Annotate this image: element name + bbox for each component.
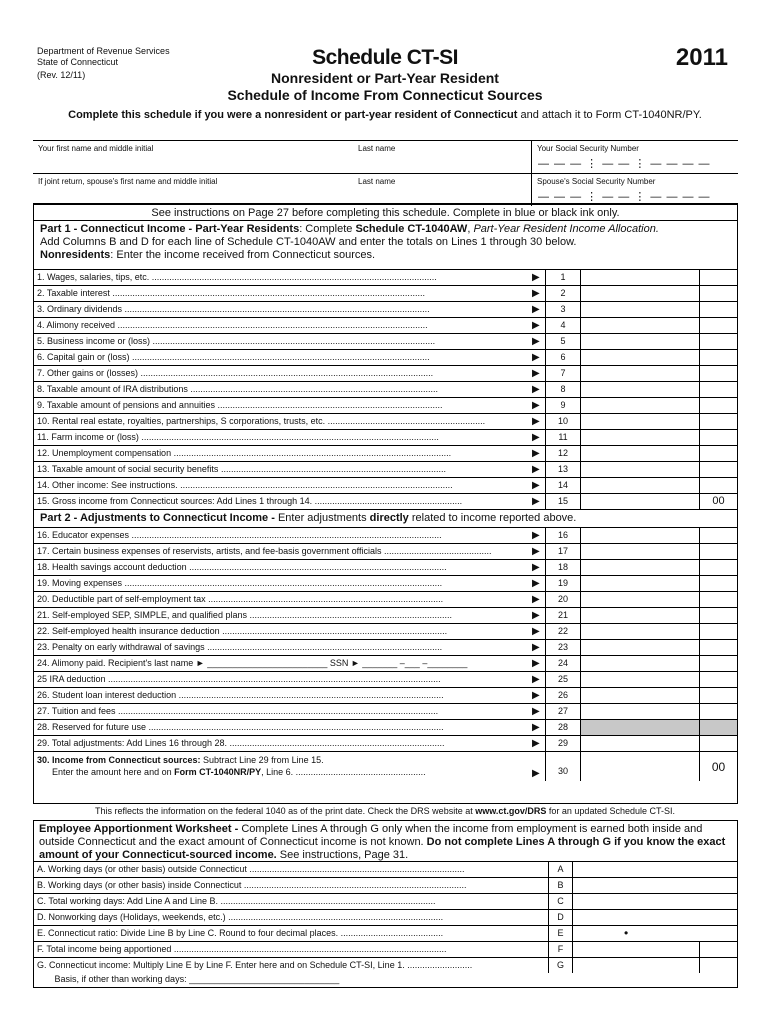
worksheet-bold: Do not complete Lines A through G if you know the exact amount of your Connecticut-sourced income. <box>39 836 726 861</box>
line-label: 16. Educator expenses ............................................................................................................................ <box>37 530 442 540</box>
worksheet-amount-field[interactable] <box>573 926 699 941</box>
amount-field[interactable] <box>581 656 699 671</box>
line-label: 6. Capital gain or (loss) ....................................................................................................................... <box>37 352 430 362</box>
arrow-icon: ▶ <box>532 642 540 653</box>
part2-directly: directly <box>369 512 409 524</box>
line-number: 3 <box>545 302 581 317</box>
form-instruction <box>0 109 770 121</box>
cents-field[interactable] <box>699 430 737 445</box>
line-row <box>34 365 737 381</box>
line-label: 13. Taxable amount of social security benefits .......................................................................................... <box>37 464 446 474</box>
amount-field[interactable] <box>581 414 699 429</box>
worksheet-amount-field[interactable] <box>573 862 699 877</box>
amount-field[interactable] <box>581 704 699 719</box>
arrow-icon: ▶ <box>532 658 540 669</box>
line-30-text: Subtract Line 29 from Line 15. <box>200 755 324 765</box>
cents-field[interactable] <box>699 318 737 333</box>
line-number: 20 <box>545 592 581 607</box>
amount-field[interactable] <box>581 672 699 687</box>
line-number: 29 <box>545 736 581 751</box>
amount-field[interactable] <box>581 544 699 559</box>
arrow-icon: ▶ <box>532 272 540 283</box>
ssn-label: Your Social Security Number <box>537 144 639 153</box>
line-number: 7 <box>545 366 581 381</box>
cents-field[interactable] <box>699 366 737 381</box>
arrow-icon: ▶ <box>532 722 540 733</box>
arrow-icon: ▶ <box>532 432 540 443</box>
cents-field[interactable] <box>699 704 737 719</box>
line-number: 19 <box>545 576 581 591</box>
amount-field[interactable] <box>581 736 699 751</box>
line-30-text-3: , Line 6. .................................................... <box>261 767 426 777</box>
line-row <box>34 461 737 477</box>
line-label: 10. Rental real estate, royalties, partnerships, S corporations, trusts, etc. ............................................................... <box>37 416 486 426</box>
line-label: 9. Taxable amount of pensions and annuities .......................................................................................... <box>37 400 443 410</box>
part1-header <box>40 223 730 262</box>
spouse-ssn-field[interactable] <box>531 174 738 206</box>
arrow-icon: ▶ <box>532 674 540 685</box>
part1-instructions: Add Columns B and D for each line of Schedule CT-1040AW and enter the totals on Lines 1 through 30 below. <box>40 236 577 248</box>
worksheet-line-label: A. Working days (or other basis) outside Connecticut ...................................................................................... <box>37 864 465 874</box>
cents-field[interactable] <box>699 382 737 397</box>
worksheet-line-letter: F <box>548 942 573 957</box>
line-number: 16 <box>545 528 581 543</box>
spouse-last-name-field[interactable] <box>353 174 531 206</box>
line-label: 26. Student loan interest deduction .......................................................................................................... <box>37 690 444 700</box>
arrow-icon: ▶ <box>532 610 540 621</box>
line-number: 8 <box>545 382 581 397</box>
part1-sep: , <box>467 223 474 235</box>
line-label: 15. Gross income from Connecticut sources: Add Lines 1 through 14. ........................................................... <box>37 496 463 506</box>
line-number: 10 <box>545 414 581 429</box>
amount-field[interactable] <box>581 302 699 317</box>
line-30-text-2: Enter the amount here and on <box>37 767 175 777</box>
line-label: 1. Wages, salaries, tips, etc. .................................................................................................................. <box>37 272 437 282</box>
line-number: 14 <box>545 478 581 493</box>
amount-field[interactable] <box>581 430 699 445</box>
revision-date: (Rev. 12/11) <box>37 70 86 80</box>
worksheet-text-end: See instructions, Page 31. <box>276 849 409 861</box>
line-label: 20. Deductible part of self-employment tax .............................................................................................. <box>37 594 444 604</box>
worksheet-amount-field[interactable] <box>573 894 699 909</box>
amount-field[interactable] <box>581 286 699 301</box>
worksheet-amount-field[interactable] <box>573 958 699 973</box>
line-row <box>34 493 737 509</box>
form-year: 2011 <box>675 44 728 71</box>
line-row <box>34 349 737 365</box>
worksheet-line-letter: B <box>548 878 573 893</box>
amount-field[interactable] <box>581 462 699 477</box>
part2-header <box>40 511 730 525</box>
line-row <box>34 671 737 687</box>
amount-field[interactable] <box>581 318 699 333</box>
instruction-rest: and attach it to Form CT-1040NR/PY. <box>517 109 702 121</box>
amount-field[interactable] <box>581 334 699 349</box>
form-title: Schedule CT-SI <box>312 46 458 69</box>
line-label: 12. Unemployment compensation ............................................................................................................... <box>37 448 452 458</box>
cents-field[interactable] <box>699 286 737 301</box>
line-label: 21. Self-employed SEP, SIMPLE, and qualified plans ................................................................................. <box>37 610 453 620</box>
arrow-icon: ▶ <box>532 530 540 541</box>
line-row <box>34 429 737 445</box>
amount-field[interactable] <box>581 560 699 575</box>
cents-field <box>699 720 737 735</box>
federal-note-text-end: for an updated Schedule CT-SI. <box>546 806 675 816</box>
arrow-icon: ▶ <box>532 480 540 491</box>
worksheet-header <box>39 823 734 862</box>
spouse-ssn-entry-mask: — — — ⋮ — — ⋮ — — — — <box>538 191 711 203</box>
line-label: 14. Other income: See instructions. ............................................................................................................. <box>37 480 453 490</box>
line-label: 23. Penalty on early withdrawal of savings .............................................................................................. <box>37 642 443 652</box>
spouse-first-name-label: If joint return, spouse's first name and middle initial <box>38 177 218 186</box>
worksheet-line-label: E. Connecticut ratio: Divide Line B by Line C. Round to four decimal places. ......................................... <box>37 928 444 938</box>
arrow-icon: ▶ <box>532 288 540 299</box>
line-30-title: 30. Income from Connecticut sources: <box>37 755 201 765</box>
form-subtitle <box>0 70 770 104</box>
nonresidents-text: : Enter the income received from Connecticut sources. <box>110 249 376 261</box>
amount-field[interactable] <box>581 624 699 639</box>
worksheet-line-letter: C <box>548 894 573 909</box>
line-number: 28 <box>545 720 581 735</box>
apportionment-worksheet <box>33 820 738 988</box>
line-label: 22. Self-employed health insurance deduction .......................................................................................... <box>37 626 448 636</box>
cents-field[interactable] <box>699 398 737 413</box>
amount-field[interactable] <box>581 640 699 655</box>
line-number: 27 <box>545 704 581 719</box>
cents-field[interactable]: 00 <box>699 494 737 509</box>
arrow-icon: ▶ <box>532 320 540 331</box>
line-label: 5. Business income or (loss) ................................................................................................................. <box>37 336 436 346</box>
line-row <box>34 543 737 559</box>
arrow-icon: ▶ <box>532 546 540 557</box>
arrow-icon: ▶ <box>532 352 540 363</box>
taxpayer-id-section <box>33 140 738 204</box>
line-label: 4. Alimony received ............................................................................................................................ <box>37 320 428 330</box>
worksheet-row <box>34 893 737 909</box>
line-row <box>34 477 737 493</box>
amount-field[interactable] <box>581 382 699 397</box>
line-row <box>34 591 737 607</box>
line-label: 28. Reserved for future use ...................................................................................................................... <box>37 722 444 732</box>
line-row <box>34 397 737 413</box>
line-row <box>34 719 737 735</box>
part2-divider <box>34 509 737 510</box>
drs-website-link[interactable]: www.ct.gov/DRS <box>475 806 547 816</box>
part1-title: Part 1 - Connecticut Income - Part-Year Residents <box>40 223 300 235</box>
line-row <box>34 317 737 333</box>
spouse-first-name-field[interactable] <box>33 174 353 206</box>
line-row <box>34 527 737 543</box>
line-number: 18 <box>545 560 581 575</box>
worksheet-row <box>34 957 737 973</box>
cents-field[interactable] <box>699 446 737 461</box>
line-row <box>34 575 737 591</box>
worksheet-text: Complete Lines A through G only when the income from employment is earned both inside and outside Connecticut and the exact amount of Connecticut income is not known. <box>39 823 703 848</box>
worksheet-row <box>34 925 737 941</box>
federal-note-text: This reflects the information on the federal 1040 as of the print date. Check the DRS website at <box>95 806 476 816</box>
arrow-icon: ▶ <box>532 368 540 379</box>
line-number: 12 <box>545 446 581 461</box>
cents-field[interactable] <box>699 462 737 477</box>
worksheet-amount-field[interactable] <box>573 910 699 925</box>
cents-field[interactable] <box>699 350 737 365</box>
subtitle-line-1: Nonresident or Part-Year Resident <box>271 70 499 86</box>
ssn-field[interactable] <box>531 141 738 173</box>
line-number: 26 <box>545 688 581 703</box>
line-row <box>34 655 737 671</box>
cents-field[interactable] <box>699 592 737 607</box>
worksheet-row <box>34 877 737 893</box>
income-schedule <box>33 204 738 804</box>
worksheet-row <box>34 941 737 957</box>
line-number: 21 <box>545 608 581 623</box>
first-name-field[interactable] <box>33 141 353 173</box>
nonresidents-label: Nonresidents <box>40 249 111 261</box>
cents-field[interactable] <box>699 688 737 703</box>
line-number: 4 <box>545 318 581 333</box>
cents-field[interactable] <box>699 624 737 639</box>
line-number: 1 <box>545 270 581 285</box>
line-30-row <box>34 751 737 781</box>
line-label: 7. Other gains or (losses) ..................................................................................................................... <box>37 368 434 378</box>
cents-field[interactable] <box>699 560 737 575</box>
line-label: 25 IRA deduction ..................................................................................................................................... <box>37 674 441 684</box>
line-number: 25 <box>545 672 581 687</box>
line-number: 9 <box>545 398 581 413</box>
spouse-last-name-label: Last name <box>358 177 396 186</box>
line-row <box>34 639 737 655</box>
cents-field[interactable] <box>699 528 737 543</box>
last-name-field[interactable] <box>353 141 531 173</box>
cents-field[interactable] <box>699 414 737 429</box>
first-name-label: Your first name and middle initial <box>38 144 154 153</box>
line-30-amount-field[interactable] <box>581 752 699 781</box>
cents-field[interactable] <box>699 270 737 285</box>
amount-field[interactable] <box>581 608 699 623</box>
worksheet-line-label: B. Working days (or other basis) inside Connecticut ......................................................................................... <box>37 880 467 890</box>
line-number: 2 <box>545 286 581 301</box>
line-number: 6 <box>545 350 581 365</box>
amount-field[interactable] <box>581 528 699 543</box>
state-line: State of Connecticut <box>37 57 119 67</box>
worksheet-line-letter: G <box>548 958 573 973</box>
cents-field[interactable] <box>699 640 737 655</box>
basis-label: Basis, if other than working days: ______________________________ <box>37 974 340 984</box>
line-30-label <box>37 754 532 778</box>
line-number: 13 <box>545 462 581 477</box>
arrow-icon: ▶ <box>532 336 540 347</box>
arrow-icon: ▶ <box>532 562 540 573</box>
line-row <box>34 735 737 751</box>
arrow-icon: ▶ <box>532 578 540 589</box>
worksheet-amount-field[interactable] <box>573 942 699 957</box>
arrow-icon: ▶ <box>532 416 540 427</box>
cents-field[interactable] <box>699 608 737 623</box>
line-row <box>34 301 737 317</box>
decimal-point: • <box>624 926 629 940</box>
arrow-icon: ▶ <box>532 464 540 475</box>
line-label: 8. Taxable amount of IRA distributions ................................................................................................... <box>37 384 438 394</box>
line-label: 17. Certain business expenses of reservists, artists, and fee-basis government officials ........................................... <box>37 546 492 556</box>
line-row <box>34 687 737 703</box>
line-row <box>34 413 737 429</box>
amount-field[interactable] <box>581 270 699 285</box>
part2-text: Enter adjustments <box>277 512 370 524</box>
line-row <box>34 559 737 575</box>
worksheet-title: Employee Apportionment Worksheet - <box>39 823 242 835</box>
arrow-icon: ▶ <box>532 448 540 459</box>
line-number: 24 <box>545 656 581 671</box>
line-label: 24. Alimony paid. Recipient's last name ► ________________________ SSN ► _______ –___ –________ <box>37 658 468 668</box>
last-name-label: Last name <box>358 144 396 153</box>
amount-field[interactable] <box>581 350 699 365</box>
worksheet-cents-field[interactable] <box>699 958 737 973</box>
line-row <box>34 703 737 719</box>
line-row <box>34 445 737 461</box>
amount-field[interactable] <box>581 494 699 509</box>
worksheet-line-label: C. Total working days: Add Line A and Line B. ...................................................................................... <box>37 896 436 906</box>
arrow-icon: ▶ <box>532 626 540 637</box>
cents-field[interactable] <box>699 736 737 751</box>
line-label: 29. Total adjustments: Add Lines 16 through 28. ...................................................................................... <box>37 738 445 748</box>
worksheet-line-label: F. Total income being apportioned ............................................................................................................. <box>37 944 447 954</box>
spouse-row <box>33 173 738 205</box>
arrow-icon: ▶ <box>532 706 540 717</box>
line-number: 11 <box>545 430 581 445</box>
arrow-icon: ▶ <box>532 768 540 779</box>
cents-field[interactable] <box>699 334 737 349</box>
amount-field[interactable] <box>581 688 699 703</box>
line-label: 2. Taxable interest ............................................................................................................................. <box>37 288 425 298</box>
amount-field[interactable] <box>581 592 699 607</box>
taxpayer-row <box>33 141 738 173</box>
line-label: 11. Farm income or (loss) ....................................................................................................................... <box>37 432 439 442</box>
part2-text-end: related to income reported above. <box>408 512 577 524</box>
worksheet-line-letter: A <box>548 862 573 877</box>
line-label: 27. Tuition and fees ................................................................................................................................ <box>37 706 439 716</box>
line-number: 30 <box>545 752 581 781</box>
amount-field[interactable] <box>581 478 699 493</box>
cents-field[interactable] <box>699 544 737 559</box>
cents-field[interactable] <box>699 478 737 493</box>
cents-field[interactable] <box>699 656 737 671</box>
amount-field <box>581 720 699 735</box>
line-30-cents[interactable]: 00 <box>699 752 737 781</box>
worksheet-line-letter: D <box>548 910 573 925</box>
part1-text: : Complete <box>299 223 356 235</box>
part2-title: Part 2 - Adjustments to Connecticut Income - <box>40 512 278 524</box>
amount-field[interactable] <box>581 366 699 381</box>
cents-field[interactable] <box>699 672 737 687</box>
ssn-entry-mask: — — — ⋮ — — ⋮ — — — — <box>538 158 711 170</box>
line-number: 17 <box>545 544 581 559</box>
arrow-icon: ▶ <box>532 690 540 701</box>
instruction-bold: Complete this schedule if you were a nonresident or part-year resident of Connecticut <box>68 109 518 121</box>
spouse-ssn-label: Spouse's Social Security Number <box>537 177 656 186</box>
cents-field[interactable] <box>699 302 737 317</box>
line-label: 18. Health savings account deduction ....................................................................................................... <box>37 562 447 572</box>
arrow-icon: ▶ <box>532 594 540 605</box>
line-number: 5 <box>545 334 581 349</box>
worksheet-row <box>34 861 737 877</box>
department-line: Department of Revenue Services <box>37 46 170 56</box>
arrow-icon: ▶ <box>532 400 540 411</box>
federal-note <box>0 806 770 816</box>
see-instructions-banner: See instructions on Page 27 before completing this schedule. Complete in blue or black ink only. <box>34 205 737 221</box>
worksheet-line-letter: E <box>548 926 573 941</box>
line-row <box>34 269 737 285</box>
line-row <box>34 285 737 301</box>
line-number: 15 <box>545 494 581 509</box>
amount-field[interactable] <box>581 398 699 413</box>
arrow-icon: ▶ <box>532 496 540 507</box>
line-label: 3. Ordinary dividends .......................................................................................................................... <box>37 304 430 314</box>
amount-field[interactable] <box>581 446 699 461</box>
worksheet-line-label: G. Connecticut income: Multiply Line E by Line F. Enter here and on Schedule CT-SI, Line 1. .......................... <box>37 960 473 970</box>
cents-field[interactable] <box>699 576 737 591</box>
line-number: 22 <box>545 624 581 639</box>
line-row <box>34 607 737 623</box>
arrow-icon: ▶ <box>532 738 540 749</box>
subtitle-line-2: Schedule of Income From Connecticut Sources <box>227 87 543 103</box>
worksheet-amount-field[interactable] <box>573 878 699 893</box>
line-label: 19. Moving expenses ............................................................................................................................... <box>37 578 443 588</box>
worksheet-row <box>34 909 737 925</box>
arrow-icon: ▶ <box>532 384 540 395</box>
amount-field[interactable] <box>581 576 699 591</box>
arrow-icon: ▶ <box>532 304 540 315</box>
part1-allocation: Part-Year Resident Income Allocation. <box>473 223 659 235</box>
line-row <box>34 381 737 397</box>
line-number: 23 <box>545 640 581 655</box>
worksheet-line-label: D. Nonworking days (Holidays, weekends, etc.) ...................................................................................... <box>37 912 444 922</box>
worksheet-cents-field[interactable] <box>699 942 737 957</box>
line-30-form: Form CT-1040NR/PY <box>174 767 262 777</box>
line-row <box>34 623 737 639</box>
part1-schedule-ref: Schedule CT-1040AW <box>355 223 468 235</box>
line-row <box>34 333 737 349</box>
